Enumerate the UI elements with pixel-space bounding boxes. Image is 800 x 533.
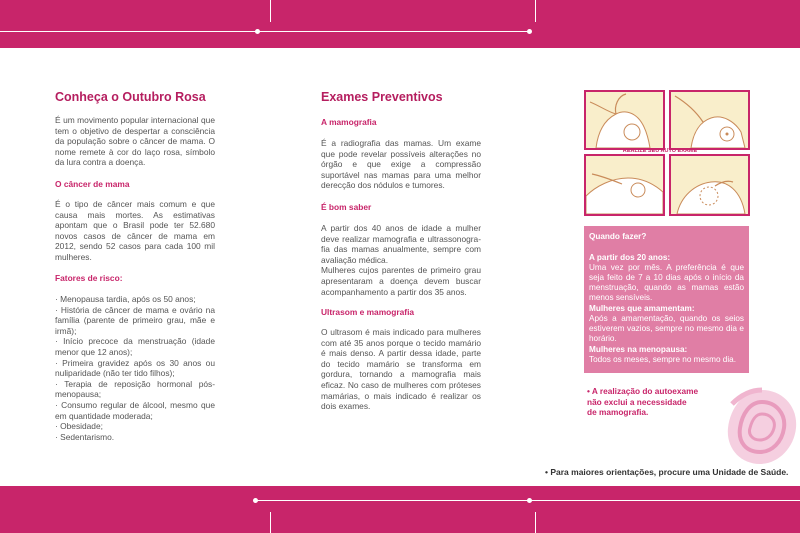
top-dot-left	[255, 29, 260, 34]
cancer-paragraph: É o tipo de câncer mais comum e que causa mais mortes. As estimativas apontam que o Brasil pode ter 52.680 novos casos de câncer de mama em 2012, sendo 52 casos para cada 100 mil mulheres.	[55, 199, 215, 262]
self-exam-illustration-2	[669, 90, 750, 150]
menopause-text: Todos os meses, sempre no mesmo dia.	[589, 355, 736, 364]
bottom-dot-right	[527, 498, 532, 503]
self-exam-illustration-3	[584, 154, 665, 216]
bottom-band	[0, 486, 800, 533]
bottom-dot-left	[253, 498, 258, 503]
self-exam-illustration-1	[584, 90, 665, 150]
fold-mark-bottom-left	[270, 512, 271, 533]
autoexame-warning: • A realização do autoexame não exclui a necessidade de mamografia.	[587, 386, 699, 417]
fold-mark-bottom-right	[535, 512, 536, 533]
ultrasom-paragraph: O ultrasom é mais indicado para mulheres com até 35 anos porque o tecido mamário é mais denso. A partir dessa idade, parte do tecido mamário se transforma em gordura, tornando a mamografia mais eficaz. No caso de mulheres com próteses mamárias, o mais indicado é realizar os dois exames.	[321, 327, 481, 412]
risk-item: · Obesidade;	[55, 421, 103, 432]
risk-item: · Primeira gravidez após os 30 anos ou nuliparidade (não ter tido filhos);	[55, 357, 215, 379]
when-to-do-box	[584, 226, 749, 373]
outubro-rosa-title: Conheça o Outubro Rosa	[55, 90, 206, 104]
self-exam-caption: REALIZE SEU AUTO EXAME	[622, 148, 698, 154]
intro-paragraph: É um movimento popular internacional que tem o objetivo de despertar a consciência da população sobre o câncer de mama. O nome remete à cor do laço rosa, símbolo da lura contra a doença.	[55, 115, 215, 168]
top-rule	[0, 31, 530, 32]
fold-mark-top-left	[270, 0, 271, 22]
top-dot-right	[527, 29, 532, 34]
risk-item: · Terapia de reposição hormonal pós-menopausa;	[55, 378, 215, 400]
mamografia-heading: A mamografia	[321, 117, 377, 127]
self-exam-illustration-4	[669, 154, 750, 216]
pink-rose-icon	[722, 384, 800, 470]
cancer-heading: O câncer de mama	[55, 179, 130, 189]
age-20-text: Uma vez por mês. A preferência é que seja feito de 7 a 10 dias após o início da menstruação, quando as mamas estão menos sensíveis.	[589, 263, 744, 302]
breastfeeding-text: Após a amamentação, quando os seios estiverem vazios, sempre no mesmo dia e horário.	[589, 314, 744, 343]
menopause-heading: Mulheres na menopausa:	[589, 345, 688, 354]
top-band	[0, 0, 800, 48]
risk-item: · Início precoce da menstruação (idade menor que 12 anos);	[55, 336, 215, 357]
footer-note: • Para maiores orientações, procure uma Unidade de Saúde.	[545, 467, 789, 477]
when-heading: Quando fazer?	[589, 232, 647, 241]
risk-item: · História de câncer de mama e ovário na família (parente de primeiro grau, mãe e irmã);	[55, 304, 215, 336]
woman-palpation-icon	[671, 92, 748, 148]
risk-item: · Consumo regular de álcool, mesmo que em quantidade moderada;	[55, 399, 215, 421]
age-20-heading: A partir dos 20 anos:	[589, 253, 671, 262]
woman-lying-exam-icon	[586, 156, 663, 214]
risk-item: · Sedentarismo.	[55, 431, 115, 442]
mamografia-paragraph: É a radiografia das mamas. Um exame que pode revelar possíveis alterações no órgão e que exige a compressão suportável nas mamas para uma melhor derecção dos nódulos e tumores.	[321, 138, 481, 191]
bom-saber-paragraph: A partir dos 40 anos de idade a mulher deve realizar mamografia e ultrassonogra-fia das mamas anualmente, sempre com avaliação médica. Mulheres cujos parentes de primeiro grau apresentaram a doença devem buscar acompanhamento a partir dos 35 anos.	[321, 223, 481, 297]
risk-item: · Menopausa tardia, após os 50 anos;	[55, 294, 196, 304]
exames-title: Exames Preventivos	[321, 90, 443, 104]
risk-heading: Fatores de risco:	[55, 273, 123, 283]
breastfeeding-heading: Mulheres que amamentam:	[589, 304, 695, 313]
circular-palpation-icon	[671, 156, 748, 214]
woman-arm-raised-icon	[586, 92, 663, 148]
ultrasom-heading: Ultrasom e mamografia	[321, 307, 415, 317]
risk-list	[55, 294, 215, 442]
bom-saber-heading: É bom saber	[321, 202, 372, 212]
fold-mark-top-right	[535, 0, 536, 22]
